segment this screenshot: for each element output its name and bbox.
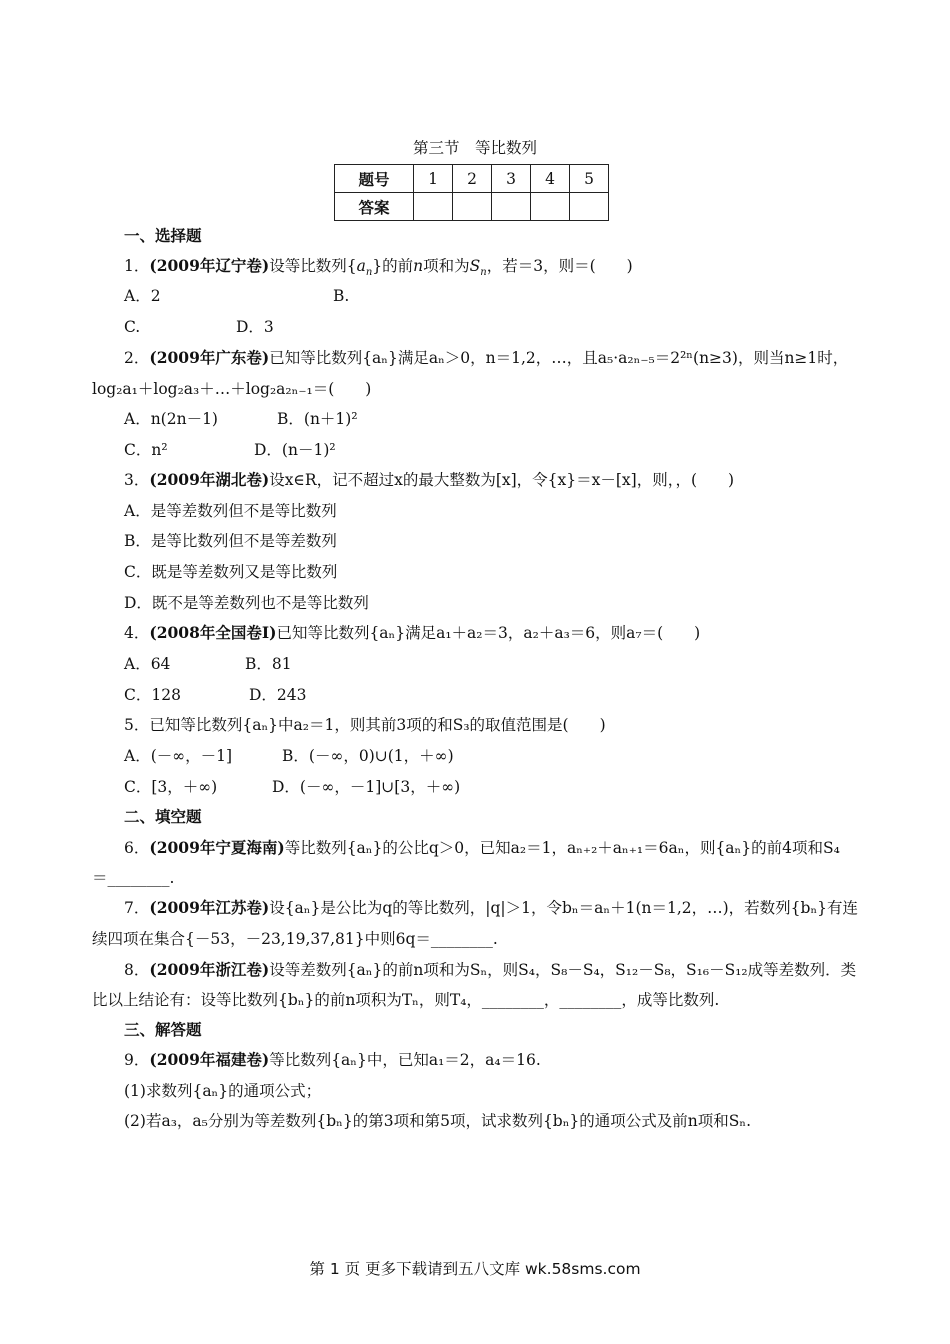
question-number: 3 <box>492 165 531 193</box>
answer-cell <box>531 193 570 221</box>
page-title: 第三节 等比数列 <box>412 139 537 157</box>
page-footer: 第 1 页 更多下载请到五八文库 wk.58sms.com <box>309 1260 641 1278</box>
q5-option-d: D．(－∞，－1]∪[3，＋∞) <box>272 778 461 796</box>
q5-option-c: C．[3，＋∞) <box>124 778 218 796</box>
q4-option-b: B．81 <box>245 655 292 673</box>
question-number: 2 <box>453 165 492 193</box>
question-number: 1 <box>414 165 453 193</box>
q3-option-b: B．是等比数列但不是等差数列 <box>124 532 337 550</box>
table-row-label: 答案 <box>335 193 414 221</box>
question-2: 2．(2009年广东卷)已知等比数列{aₙ}满足aₙ＞0，n＝1,2，…，且a₅·a₂ₙ₋₅＝2²ⁿ(n≥3)，则当n≥1时， <box>124 348 849 367</box>
q2-option-d: D．(n－1)² <box>254 441 336 459</box>
question-number: 4 <box>531 165 570 193</box>
question-9-part-1: (1)求数列{aₙ}的通项公式； <box>124 1082 322 1100</box>
question-5: 5．已知等比数列{aₙ}中a₂＝1，则其前3项的和S₃的取值范围是( ) <box>124 716 606 734</box>
q5-option-a: A．(－∞，－1] <box>124 747 233 765</box>
q2-option-b: B．(n＋1)² <box>277 410 358 428</box>
question-6-line-2: ＝________. <box>92 869 175 887</box>
answer-cell <box>414 193 453 221</box>
q1-option-b: B. <box>333 287 350 305</box>
question-1: 1．(2009年辽宁卷)设等比数列$\{a_n\}$的前n项和为$S_n$，若＝3，则＝( ) <box>124 256 633 279</box>
q3-option-a: A．是等差数列但不是等比数列 <box>124 502 337 520</box>
q3-option-d: D．既不是等差数列也不是等比数列 <box>124 594 369 612</box>
answer-table <box>334 164 609 221</box>
question-3: 3．(2009年湖北卷)设x∈R，记不超过x的最大整数为[x]，令{x}＝x－[x]，则，，( ) <box>124 470 735 489</box>
q4-option-d: D．243 <box>249 686 307 704</box>
answer-cell <box>570 193 609 221</box>
q4-option-c: C．128 <box>124 686 181 704</box>
answer-cell <box>492 193 531 221</box>
q2-option-c: C．n² <box>124 441 168 459</box>
q1-option-c: C. <box>124 318 141 336</box>
question-7-line-2: 续四项在集合{－53，－23,19,37,81}中则6q＝________. <box>92 930 498 948</box>
answer-table-answer-row <box>335 193 609 221</box>
q4-option-a: A．64 <box>124 655 171 673</box>
section-heading: 二、填空题 <box>124 807 202 826</box>
answer-cell <box>453 193 492 221</box>
question-7: 7．(2009年江苏卷)设{aₙ}是公比为q的等比数列，|q|＞1，令bₙ＝aₙ＋1(n＝1,2，…)，若数列{bₙ}有连 <box>124 898 859 917</box>
q2-option-a: A．n(2n－1) <box>124 410 218 428</box>
answer-table-header-row <box>335 165 609 193</box>
section-heading: 一、选择题 <box>124 226 202 245</box>
question-6: 6．(2009年宁夏海南)等比数列{aₙ}的公比q＞0，已知a₂＝1，aₙ₊₂＋aₙ₊₁＝6aₙ，则{aₙ}的前4项和S₄ <box>124 838 840 857</box>
q5-option-b: B．(－∞，0)∪(1，＋∞) <box>282 747 454 765</box>
question-4: 4．(2008年全国卷Ⅰ)已知等比数列{aₙ}满足a₁＋a₂＝3，a₂＋a₃＝6，则a₇＝( ) <box>124 623 701 642</box>
question-8-line-2: 比以上结论有：设等比数列{bₙ}的前n项积为Tₙ，则T₄，________，________，成等比数列. <box>92 991 720 1009</box>
question-2-line-2: log₂a₁＋log₂a₃＋…＋log₂a₂ₙ₋₁＝( ) <box>92 380 372 398</box>
question-number: 5 <box>570 165 609 193</box>
table-row-label: 题号 <box>335 165 414 193</box>
question-8: 8．(2009年浙江卷)设等差数列{aₙ}的前n项和为Sₙ，则S₄，S₈－S₄，S₁₂－S₈，S₁₆－S₁₂成等差数列．类 <box>124 960 857 979</box>
q1-option-d: D．3 <box>236 318 274 336</box>
question-9: 9．(2009年福建卷)等比数列{aₙ}中，已知a₁＝2，a₄＝16. <box>124 1050 541 1069</box>
question-9-part-2: (2)若a₃，a₅分别为等差数列{bₙ}的第3项和第5项，试求数列{bₙ}的通项公式及前n项和Sₙ. <box>124 1112 752 1130</box>
section-heading: 三、解答题 <box>124 1020 202 1039</box>
q3-option-c: C．既是等差数列又是等比数列 <box>124 563 338 581</box>
q1-option-a: A．2 <box>124 287 161 305</box>
